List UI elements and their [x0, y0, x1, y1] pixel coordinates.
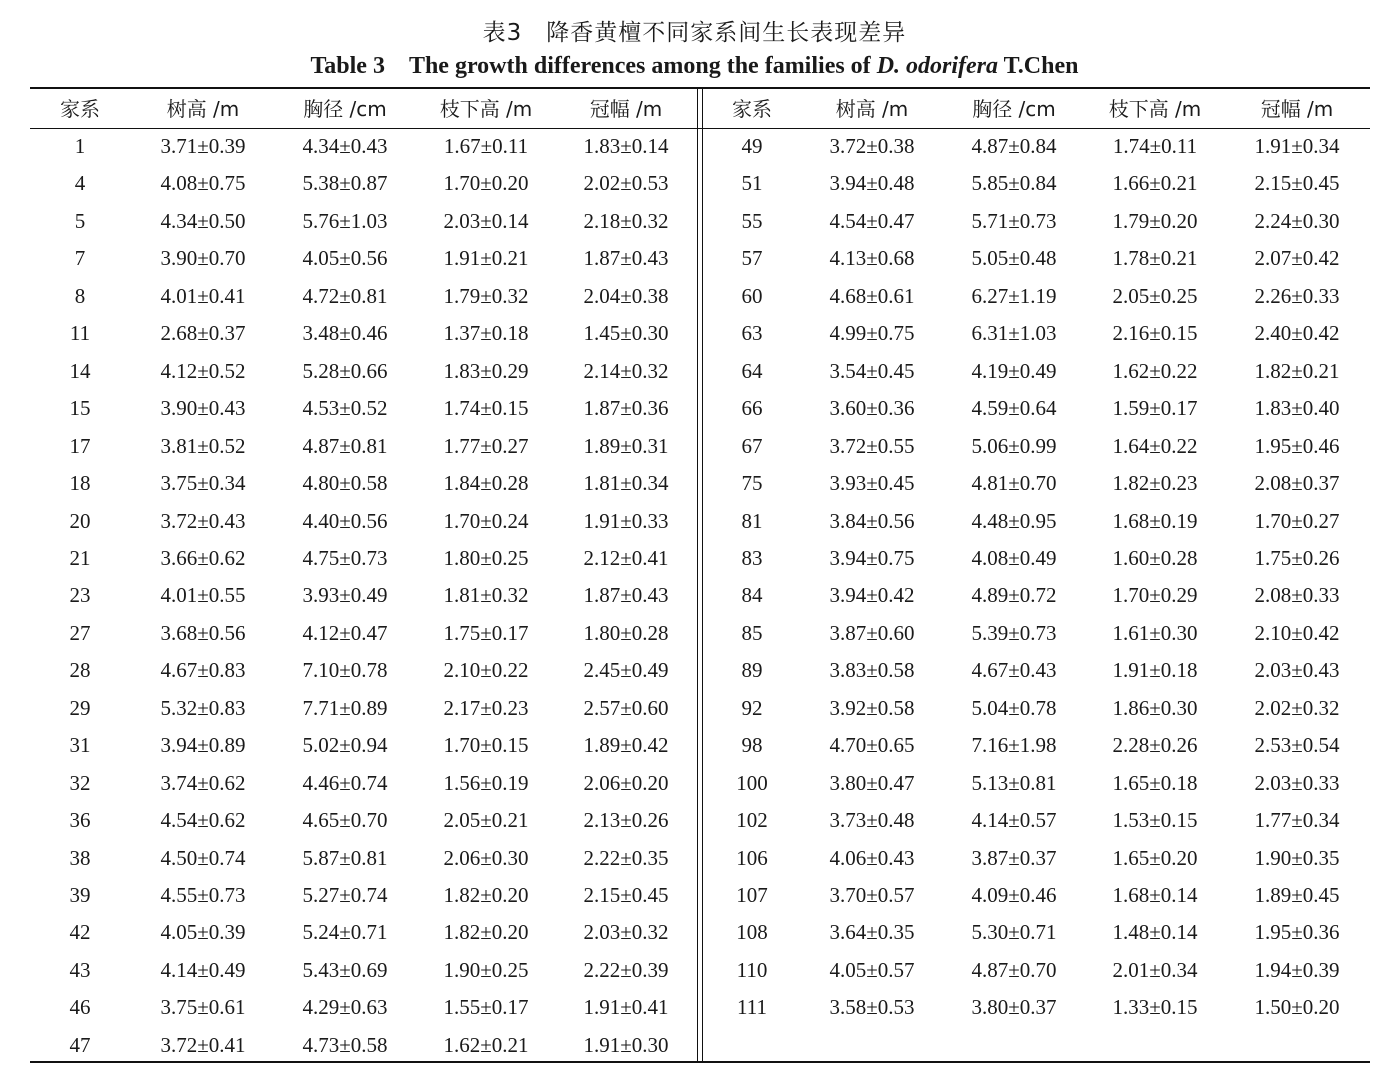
cell-branch-height: 1.68±0.14 — [1112, 883, 1198, 907]
cell-crown-width: 1.45±0.30 — [583, 321, 669, 346]
cell-crown-width: 1.81±0.34 — [583, 471, 669, 496]
cell-family: 47 — [69, 1032, 91, 1057]
cell-tree-height: 4.54±0.62 — [160, 808, 246, 833]
cell-crown-width: 2.14±0.32 — [583, 358, 669, 383]
cell-tree-height: 3.54±0.45 — [829, 358, 915, 383]
cell-crown-width: 2.08±0.33 — [1254, 583, 1340, 608]
cell-family: 49 — [741, 134, 763, 158]
cell-tree-height: 4.99±0.75 — [829, 321, 915, 346]
cell-dbh: 7.16±1.98 — [971, 733, 1057, 758]
cell-dbh: 4.59±0.64 — [971, 396, 1057, 421]
cell-tree-height: 3.84±0.56 — [829, 508, 915, 533]
cell-family: 110 — [736, 957, 768, 982]
cell-crown-width: 1.70±0.27 — [1254, 508, 1340, 533]
cell-crown-width: 2.04±0.38 — [583, 283, 669, 308]
cell-crown-width: 1.83±0.14 — [583, 134, 669, 158]
cell-tree-height: 4.08±0.75 — [160, 171, 246, 196]
cell-branch-height: 1.70±0.24 — [443, 508, 529, 533]
cell-family: 43 — [69, 957, 91, 982]
cell-family: 63 — [741, 321, 763, 346]
cell-branch-height: 1.70±0.15 — [443, 733, 529, 758]
header-tree-height: 树高 /m — [166, 97, 240, 121]
cell-branch-height: 1.79±0.32 — [443, 283, 529, 308]
cell-branch-height: 1.68±0.19 — [1112, 508, 1198, 533]
cell-tree-height: 4.54±0.47 — [829, 208, 915, 233]
cell-branch-height: 1.82±0.20 — [443, 883, 529, 907]
cell-crown-width: 1.87±0.43 — [583, 246, 669, 271]
cell-family: 39 — [69, 883, 91, 907]
cell-crown-width: 2.53±0.54 — [1254, 733, 1340, 758]
cell-family: 38 — [69, 845, 91, 870]
cell-tree-height: 3.75±0.61 — [160, 995, 246, 1020]
cell-branch-height: 1.37±0.18 — [443, 321, 529, 346]
cell-dbh: 5.85±0.84 — [971, 171, 1057, 196]
cell-family: 14 — [69, 358, 91, 383]
cell-crown-width: 1.75±0.26 — [1254, 545, 1340, 570]
header-dbh: 胸径 /cm — [972, 97, 1056, 121]
cell-dbh: 7.10±0.78 — [302, 658, 388, 683]
cell-branch-height: 1.60±0.28 — [1112, 545, 1198, 570]
cell-branch-height: 1.90±0.25 — [443, 957, 529, 982]
cell-crown-width: 2.10±0.42 — [1254, 620, 1340, 645]
cell-branch-height: 1.64±0.22 — [1112, 433, 1198, 458]
cell-tree-height: 4.67±0.83 — [160, 658, 246, 683]
cell-branch-height: 1.84±0.28 — [443, 471, 529, 496]
cell-branch-height: 1.67±0.11 — [443, 134, 529, 158]
cell-crown-width: 1.80±0.28 — [583, 620, 669, 645]
cell-dbh: 4.67±0.43 — [971, 658, 1057, 683]
cell-branch-height: 1.83±0.29 — [443, 358, 529, 383]
cell-branch-height: 2.05±0.25 — [1112, 283, 1198, 308]
cell-dbh: 5.04±0.78 — [971, 695, 1057, 720]
cell-dbh: 6.27±1.19 — [971, 283, 1057, 308]
cell-dbh: 5.05±0.48 — [971, 246, 1057, 271]
cell-tree-height: 4.50±0.74 — [160, 845, 246, 870]
cell-branch-height: 1.91±0.18 — [1112, 658, 1198, 683]
cell-dbh: 4.81±0.70 — [971, 471, 1057, 496]
cell-crown-width: 1.89±0.31 — [583, 433, 669, 458]
cell-family: 36 — [69, 808, 91, 833]
cell-crown-width: 1.95±0.36 — [1254, 920, 1340, 945]
cell-dbh: 5.71±0.73 — [971, 208, 1057, 233]
cell-tree-height: 5.32±0.83 — [160, 695, 246, 720]
cell-family: 98 — [741, 733, 763, 758]
table-title-english — [0, 45, 1389, 80]
cell-dbh: 4.46±0.74 — [302, 770, 388, 795]
cell-dbh: 4.12±0.47 — [302, 620, 388, 645]
header-crown-width: 冠幅 /m — [1260, 97, 1334, 121]
cell-dbh: 3.80±0.37 — [971, 995, 1057, 1020]
cell-tree-height: 3.68±0.56 — [160, 620, 246, 645]
cell-family: 15 — [69, 396, 91, 421]
cell-tree-height: 3.70±0.57 — [829, 883, 915, 907]
cell-tree-height: 4.70±0.65 — [829, 733, 915, 758]
cell-family: 67 — [741, 433, 763, 458]
cell-crown-width: 2.03±0.33 — [1254, 770, 1340, 795]
cell-branch-height: 1.33±0.15 — [1112, 995, 1198, 1020]
cell-tree-height: 3.75±0.34 — [160, 471, 246, 496]
cell-dbh: 7.71±0.89 — [302, 695, 388, 720]
cell-dbh: 4.87±0.81 — [302, 433, 388, 458]
cell-family: 85 — [741, 620, 763, 645]
cell-family: 23 — [69, 583, 91, 608]
cell-dbh: 5.13±0.81 — [971, 770, 1057, 795]
cell-family: 32 — [69, 770, 91, 795]
cell-dbh: 5.02±0.94 — [302, 733, 388, 758]
header-family: 家系 — [60, 97, 100, 121]
cell-dbh: 4.89±0.72 — [971, 583, 1057, 608]
cell-family: 5 — [74, 208, 86, 233]
cell-tree-height: 3.60±0.36 — [829, 396, 915, 421]
cell-dbh: 4.05±0.56 — [302, 246, 388, 271]
cell-dbh: 3.48±0.46 — [302, 321, 388, 346]
cell-family: 108 — [736, 920, 768, 945]
cell-dbh: 5.28±0.66 — [302, 358, 388, 383]
cell-crown-width: 1.91±0.34 — [1254, 134, 1340, 158]
cell-tree-height: 4.12±0.52 — [160, 358, 246, 383]
cell-branch-height: 2.16±0.15 — [1112, 321, 1198, 346]
cell-family: 20 — [69, 508, 91, 533]
cell-tree-height: 4.55±0.73 — [160, 883, 246, 907]
cell-tree-height: 4.68±0.61 — [829, 283, 915, 308]
header-dbh: 胸径 /cm — [303, 97, 387, 121]
cell-branch-height: 1.75±0.17 — [443, 620, 529, 645]
cell-tree-height: 4.34±0.50 — [160, 208, 246, 233]
table-top-rule — [30, 87, 1370, 89]
cell-crown-width: 1.90±0.35 — [1254, 845, 1340, 870]
cell-tree-height: 3.74±0.62 — [160, 770, 246, 795]
cell-crown-width: 1.95±0.46 — [1254, 433, 1340, 458]
cell-tree-height: 3.58±0.53 — [829, 995, 915, 1020]
cell-branch-height: 1.62±0.22 — [1112, 358, 1198, 383]
cell-tree-height: 3.72±0.43 — [160, 508, 246, 533]
cell-branch-height: 1.61±0.30 — [1112, 620, 1198, 645]
cell-crown-width: 2.57±0.60 — [583, 695, 669, 720]
cell-tree-height: 3.94±0.48 — [829, 171, 915, 196]
cell-tree-height: 4.05±0.39 — [160, 920, 246, 945]
cell-branch-height: 1.53±0.15 — [1112, 808, 1198, 833]
cell-family: 89 — [741, 658, 763, 683]
cell-dbh: 5.43±0.69 — [302, 957, 388, 982]
cell-branch-height: 1.66±0.21 — [1112, 171, 1198, 196]
cell-branch-height: 1.62±0.21 — [443, 1032, 529, 1057]
cell-family: 8 — [74, 283, 86, 308]
cell-branch-height: 1.70±0.29 — [1112, 583, 1198, 608]
cell-tree-height: 3.83±0.58 — [829, 658, 915, 683]
cell-dbh: 4.40±0.56 — [302, 508, 388, 533]
cell-dbh: 6.31±1.03 — [971, 321, 1057, 346]
cell-family: 81 — [741, 508, 763, 533]
cell-dbh: 3.87±0.37 — [971, 845, 1057, 870]
cell-crown-width: 2.15±0.45 — [1254, 171, 1340, 196]
cell-dbh: 5.87±0.81 — [302, 845, 388, 870]
cell-dbh: 4.87±0.70 — [971, 957, 1057, 982]
cell-dbh: 5.27±0.74 — [302, 883, 388, 907]
cell-dbh: 4.80±0.58 — [302, 471, 388, 496]
cell-branch-height: 2.06±0.30 — [443, 845, 529, 870]
cell-crown-width: 2.03±0.43 — [1254, 658, 1340, 683]
cell-dbh: 5.06±0.99 — [971, 433, 1057, 458]
cell-dbh: 3.93±0.49 — [302, 583, 388, 608]
cell-crown-width: 2.08±0.37 — [1254, 471, 1340, 496]
cell-branch-height: 1.65±0.20 — [1112, 845, 1198, 870]
cell-branch-height: 1.55±0.17 — [443, 995, 529, 1020]
cell-family: 66 — [741, 396, 763, 421]
cell-crown-width: 2.03±0.32 — [583, 920, 669, 945]
cell-crown-width: 2.22±0.39 — [583, 957, 669, 982]
cell-tree-height: 4.06±0.43 — [829, 845, 915, 870]
cell-branch-height: 1.56±0.19 — [443, 770, 529, 795]
cell-branch-height: 1.91±0.21 — [443, 246, 529, 271]
cell-family: 100 — [736, 770, 768, 795]
cell-crown-width: 2.18±0.32 — [583, 208, 669, 233]
cell-crown-width: 1.87±0.36 — [583, 396, 669, 421]
cell-family: 60 — [741, 283, 763, 308]
cell-family: 57 — [741, 246, 763, 271]
cell-branch-height: 1.80±0.25 — [443, 545, 529, 570]
cell-branch-height: 1.59±0.17 — [1112, 396, 1198, 421]
cell-branch-height: 1.74±0.11 — [1112, 134, 1198, 158]
cell-branch-height: 1.82±0.20 — [443, 920, 529, 945]
cell-tree-height: 3.71±0.39 — [160, 134, 246, 158]
cell-crown-width: 1.77±0.34 — [1254, 808, 1340, 833]
cell-crown-width: 2.15±0.45 — [583, 883, 669, 907]
cell-branch-height: 1.74±0.15 — [443, 396, 529, 421]
title-en-suffix: T.Chen — [998, 53, 1079, 79]
cell-branch-height: 2.03±0.14 — [443, 208, 529, 233]
header-branch-height: 枝下高 /m — [1108, 97, 1202, 121]
cell-family: 106 — [736, 845, 768, 870]
cell-crown-width: 1.89±0.45 — [1254, 883, 1340, 907]
cell-tree-height: 3.72±0.38 — [829, 134, 915, 158]
cell-branch-height: 2.28±0.26 — [1112, 733, 1198, 758]
cell-family: 27 — [69, 620, 91, 645]
cell-tree-height: 3.66±0.62 — [160, 545, 246, 570]
cell-tree-height: 3.94±0.75 — [829, 545, 915, 570]
cell-family: 7 — [74, 246, 86, 271]
cell-tree-height: 3.90±0.43 — [160, 396, 246, 421]
header-family: 家系 — [732, 97, 772, 121]
cell-dbh: 5.24±0.71 — [302, 920, 388, 945]
cell-tree-height: 4.14±0.49 — [160, 957, 246, 982]
cell-family: 111 — [737, 995, 767, 1020]
cell-family: 84 — [741, 583, 763, 608]
cell-crown-width: 1.87±0.43 — [583, 583, 669, 608]
cell-crown-width: 1.89±0.42 — [583, 733, 669, 758]
cell-dbh: 4.53±0.52 — [302, 396, 388, 421]
cell-tree-height: 2.68±0.37 — [160, 321, 246, 346]
table-title-chinese: 表3 降香黄檀不同家系间生长表现差异 — [482, 20, 907, 46]
cell-family: 55 — [741, 208, 763, 233]
cell-dbh: 4.72±0.81 — [302, 283, 388, 308]
cell-family: 29 — [69, 695, 91, 720]
cell-dbh: 4.34±0.43 — [302, 134, 388, 158]
cell-tree-height: 3.94±0.42 — [829, 583, 915, 608]
cell-crown-width: 2.45±0.49 — [583, 658, 669, 683]
cell-tree-height: 4.13±0.68 — [829, 246, 915, 271]
cell-crown-width: 1.91±0.30 — [583, 1032, 669, 1057]
cell-tree-height: 4.01±0.55 — [160, 583, 246, 608]
cell-crown-width: 1.50±0.20 — [1254, 995, 1340, 1020]
cell-crown-width: 2.02±0.53 — [583, 171, 669, 196]
cell-branch-height: 2.17±0.23 — [443, 695, 529, 720]
cell-branch-height: 1.70±0.20 — [443, 171, 529, 196]
cell-crown-width: 2.07±0.42 — [1254, 246, 1340, 271]
cell-branch-height: 1.79±0.20 — [1112, 208, 1198, 233]
cell-dbh: 4.75±0.73 — [302, 545, 388, 570]
cell-crown-width: 2.13±0.26 — [583, 808, 669, 833]
cell-tree-height: 3.93±0.45 — [829, 471, 915, 496]
cell-family: 4 — [74, 171, 86, 196]
cell-crown-width: 2.02±0.32 — [1254, 695, 1340, 720]
cell-dbh: 4.14±0.57 — [971, 808, 1057, 833]
cell-tree-height: 3.94±0.89 — [160, 733, 246, 758]
cell-family: 51 — [741, 171, 763, 196]
cell-branch-height: 2.01±0.34 — [1112, 957, 1198, 982]
cell-dbh: 4.87±0.84 — [971, 134, 1057, 158]
cell-family: 17 — [69, 433, 91, 458]
cell-crown-width: 2.12±0.41 — [583, 545, 669, 570]
cell-crown-width: 2.24±0.30 — [1254, 208, 1340, 233]
cell-family: 18 — [69, 471, 91, 496]
cell-family: 11 — [69, 321, 91, 346]
cell-branch-height: 1.65±0.18 — [1112, 770, 1198, 795]
cell-family: 31 — [69, 733, 91, 758]
header-branch-height: 枝下高 /m — [439, 97, 533, 121]
cell-family: 83 — [741, 545, 763, 570]
header-crown-width: 冠幅 /m — [589, 97, 663, 121]
cell-family: 46 — [69, 995, 91, 1020]
cell-family: 102 — [736, 808, 768, 833]
cell-family: 64 — [741, 358, 763, 383]
cell-dbh: 4.19±0.49 — [971, 358, 1057, 383]
cell-family: 92 — [741, 695, 763, 720]
cell-dbh: 5.39±0.73 — [971, 620, 1057, 645]
cell-branch-height: 1.48±0.14 — [1112, 920, 1198, 945]
cell-crown-width: 1.82±0.21 — [1254, 358, 1340, 383]
cell-tree-height: 3.80±0.47 — [829, 770, 915, 795]
cell-family: 1 — [74, 134, 86, 158]
cell-crown-width: 2.22±0.35 — [583, 845, 669, 870]
cell-family: 42 — [69, 920, 91, 945]
cell-tree-height: 3.90±0.70 — [160, 246, 246, 271]
cell-crown-width: 2.26±0.33 — [1254, 283, 1340, 308]
cell-branch-height: 2.05±0.21 — [443, 808, 529, 833]
cell-branch-height: 1.81±0.32 — [443, 583, 529, 608]
header-tree-height: 树高 /m — [835, 97, 909, 121]
cell-dbh: 4.08±0.49 — [971, 545, 1057, 570]
cell-crown-width: 2.06±0.20 — [583, 770, 669, 795]
cell-tree-height: 3.81±0.52 — [160, 433, 246, 458]
cell-dbh: 4.29±0.63 — [302, 995, 388, 1020]
cell-tree-height: 4.05±0.57 — [829, 957, 915, 982]
cell-dbh: 5.38±0.87 — [302, 171, 388, 196]
title-en-species: D. odorifera — [876, 53, 999, 79]
cell-family: 107 — [736, 883, 768, 907]
cell-crown-width: 2.40±0.42 — [1254, 321, 1340, 346]
cell-tree-height: 3.72±0.55 — [829, 433, 915, 458]
cell-tree-height: 3.87±0.60 — [829, 620, 915, 645]
cell-family: 75 — [741, 471, 763, 496]
cell-branch-height: 2.10±0.22 — [443, 658, 529, 683]
cell-branch-height: 1.77±0.27 — [443, 433, 529, 458]
cell-branch-height: 1.82±0.23 — [1112, 471, 1198, 496]
cell-tree-height: 3.72±0.41 — [160, 1032, 246, 1057]
cell-tree-height: 3.92±0.58 — [829, 695, 915, 720]
cell-tree-height: 4.01±0.41 — [160, 283, 246, 308]
title-en-prefix: Table 3 The growth differences among the families of — [310, 53, 877, 79]
cell-family: 28 — [69, 658, 91, 683]
cell-tree-height: 3.73±0.48 — [829, 808, 915, 833]
cell-dbh: 4.65±0.70 — [302, 808, 388, 833]
cell-dbh: 4.48±0.95 — [971, 508, 1057, 533]
cell-family: 21 — [69, 545, 91, 570]
cell-dbh: 5.30±0.71 — [971, 920, 1057, 945]
cell-dbh: 5.76±1.03 — [302, 208, 388, 233]
cell-branch-height: 1.86±0.30 — [1112, 695, 1198, 720]
cell-crown-width: 1.94±0.39 — [1254, 957, 1340, 982]
cell-dbh: 4.73±0.58 — [302, 1032, 388, 1057]
cell-crown-width: 1.91±0.33 — [583, 508, 669, 533]
cell-crown-width: 1.83±0.40 — [1254, 396, 1340, 421]
cell-tree-height: 3.64±0.35 — [829, 920, 915, 945]
cell-branch-height: 1.78±0.21 — [1112, 246, 1198, 271]
column-divider-left-line — [697, 88, 698, 1062]
cell-crown-width: 1.91±0.41 — [583, 995, 669, 1020]
cell-dbh: 4.09±0.46 — [971, 883, 1057, 907]
